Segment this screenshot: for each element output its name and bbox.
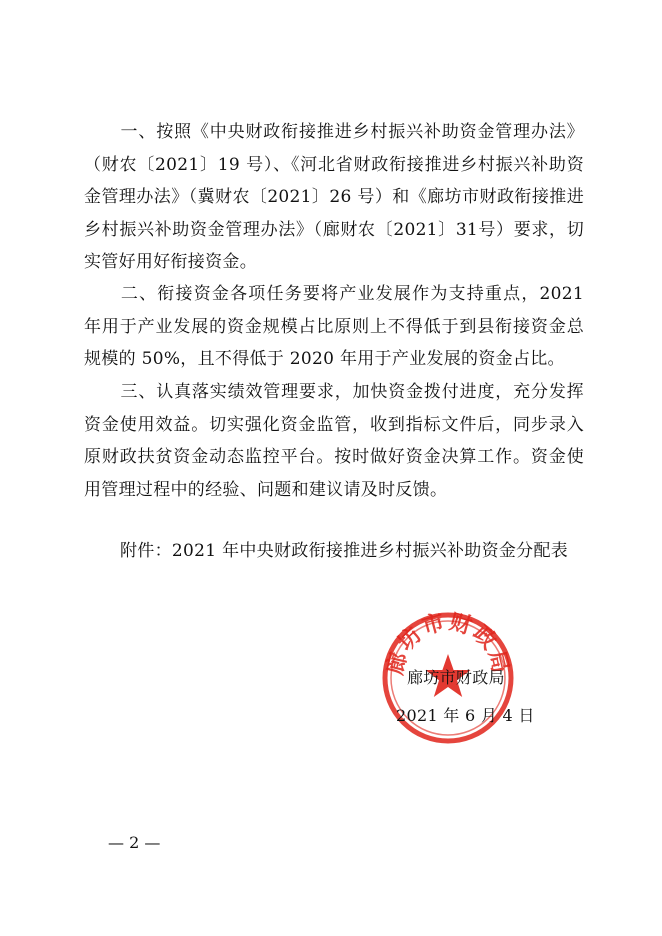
issuer-name: 廊坊市财政局 xyxy=(407,668,505,687)
paragraph-2 xyxy=(84,278,584,376)
paragraph-3 xyxy=(84,376,584,506)
attachment-note: 附件：2021 年中央财政衔接推进乡村振兴补助资金分配表 xyxy=(120,541,569,561)
issue-date: 2021 年 6 月 4 日 xyxy=(396,706,535,725)
paragraph-3-text: 三、认真落实绩效管理要求，加快资金拨付进度，充分发挥资金使用效益。切实强化资金监管，收到指标文件后，同步录入原财政扶贫资金动态监控平台。按时做好资金决算工作。资金使用管理过程中的经验、问题和建议请及时反馈。 xyxy=(84,382,584,500)
paragraph-1 xyxy=(84,116,584,279)
svg-text:廊坊市财政局: 廊坊市财政局 xyxy=(382,610,514,678)
page-number: — 2 — xyxy=(108,833,161,852)
paragraph-2-text: 二、衔接资金各项任务要将产业发展作为支持重点，2021 年用于产业发展的资金规模占比原则上不得低于到县衔接资金总规模的 50%，且不得低于 2020 年用于产业发展的资金占比。 xyxy=(84,284,584,369)
paragraph-1-text: 一、按照《中央财政衔接推进乡村振兴补助资金管理办法》（财农〔2021〕19 号）、《河北省财政衔接推进乡村振兴补助资金管理办法》（冀财农〔2021〕26 号）和《廊坊市财政衔接推进乡村振兴补助资金管理办法》（廊财农〔2021〕31号）要求，切实管好用好衔接资金。 xyxy=(84,122,584,272)
